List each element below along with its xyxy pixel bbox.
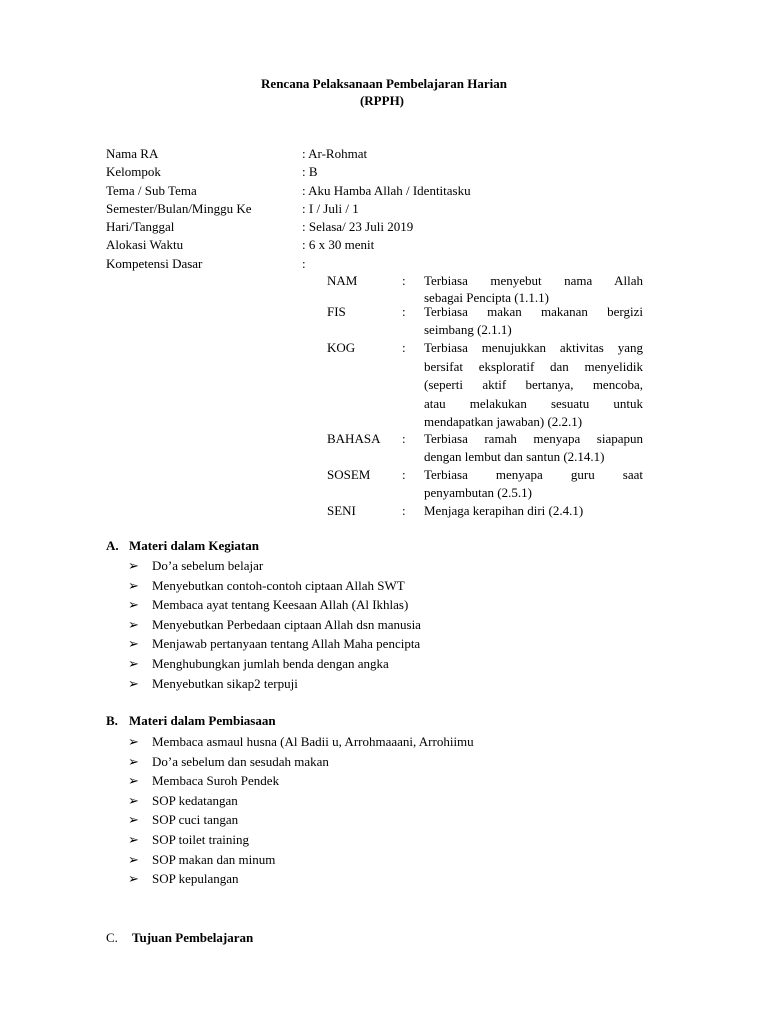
kompetensi-description: [424, 272, 643, 306]
list-item-text: Membaca ayat tentang Keesaan Allah (Al Ikhlas): [152, 597, 409, 613]
identity-row: [106, 200, 666, 218]
identity-value: : Aku Hamba Allah / Identitasku: [302, 182, 471, 198]
identity-value: : I / Juli / 1: [302, 200, 359, 216]
kompetensi-line: Terbiasa ramah menyapa siapapun: [424, 431, 643, 446]
list-item-text: Menyebutkan contoh-contoh ciptaan Allah SWT: [152, 577, 405, 593]
list-item-text: SOP kepulangan: [152, 871, 239, 887]
kompetensi-code: FIS: [327, 304, 346, 319]
list-item: [128, 791, 628, 811]
list-item: [128, 595, 628, 615]
identity-label: Semester/Bulan/Minggu Ke: [106, 200, 252, 216]
identity-label: Kelompok: [106, 164, 161, 180]
arrow-bullet-icon: ➢: [128, 655, 139, 671]
identity-value: :: [302, 255, 306, 271]
document-subtitle: (RPPH): [359, 93, 405, 108]
identity-table: [106, 145, 666, 273]
arrow-bullet-icon: ➢: [128, 734, 139, 749]
list-item-text: Membaca Suroh Pendek: [152, 773, 280, 789]
kompetensi-description: [424, 303, 643, 339]
list-item-text: Do’a sebelum dan sesudah makan: [152, 753, 329, 769]
kompetensi-colon: :: [402, 503, 406, 518]
section-title: Materi dalam Kegiatan: [129, 538, 259, 553]
kompetensi-line: Terbiasa menyebut nama Allah: [424, 273, 643, 288]
arrow-bullet-icon: ➢: [128, 577, 139, 593]
identity-row: [106, 218, 666, 236]
list-item: [128, 732, 628, 752]
section-title: Tujuan Pembelajaran: [132, 930, 254, 945]
arrow-bullet-icon: ➢: [128, 636, 139, 652]
kompetensi-line: atau melakukan sesuatu untuk: [424, 395, 643, 411]
arrow-bullet-icon: ➢: [128, 558, 139, 573]
list-item: [128, 634, 628, 654]
section-letter: C.: [106, 930, 118, 945]
kompetensi-line: Terbiasa makan makanan bergizi: [424, 304, 643, 319]
list-item: [128, 615, 628, 635]
identity-label: Tema / Sub Tema: [106, 182, 197, 198]
identity-row: [106, 145, 666, 163]
arrow-bullet-icon: ➢: [128, 812, 139, 828]
kompetensi-line: penyambutan (2.5.1): [424, 485, 532, 500]
identity-row: [106, 182, 666, 200]
identity-value: : Ar-Rohmat: [302, 146, 368, 161]
list-item: [128, 752, 628, 772]
list-item: [128, 850, 628, 870]
list-item: [128, 810, 628, 830]
kompetensi-line: bersifat eksploratif dan menyelidik: [424, 358, 643, 374]
section-c-heading: [106, 930, 253, 946]
kompetensi-colon: :: [402, 431, 406, 446]
list-item: [128, 771, 628, 791]
kompetensi-line: dengan lembut dan santun (2.14.1): [424, 449, 605, 464]
kompetensi-colon: :: [402, 340, 406, 355]
kompetensi-line: (seperti aktif bertanya, mencoba,: [424, 377, 643, 392]
identity-value: : 6 x 30 menit: [302, 237, 375, 253]
list-item-text: Do’a sebelum belajar: [152, 558, 264, 573]
kompetensi-line: Terbiasa menyapa guru saat: [424, 467, 643, 482]
document-title: Rencana Pelaksanaan Pembelajaran Harian: [261, 76, 507, 91]
list-item-text: SOP cuci tangan: [152, 812, 239, 828]
arrow-bullet-icon: ➢: [128, 871, 139, 887]
kompetensi-code: SOSEM: [327, 467, 371, 482]
section-a-heading: [106, 538, 259, 554]
arrow-bullet-icon: ➢: [128, 792, 139, 808]
identity-label: Nama RA: [106, 146, 159, 161]
arrow-bullet-icon: ➢: [128, 851, 139, 867]
list-item: [128, 674, 628, 694]
kompetensi-colon: :: [402, 467, 406, 482]
arrow-bullet-icon: ➢: [128, 773, 139, 789]
kompetensi-line: seimbang (2.1.1): [424, 322, 512, 337]
kompetensi-description: [424, 339, 643, 432]
arrow-bullet-icon: ➢: [128, 831, 139, 847]
list-item: [128, 576, 628, 596]
list-item-text: Menyebutkan sikap2 terpuji: [152, 675, 298, 691]
section-letter: A.: [106, 538, 119, 553]
list-item: [128, 654, 628, 674]
list-item: [128, 556, 628, 576]
list-item-text: Membaca asmaul husna (Al Badii u, Arrohmaaani, Arrohiimu: [152, 734, 474, 749]
identity-label: Alokasi Waktu: [106, 237, 184, 253]
kompetensi-code: SENI: [327, 503, 356, 518]
kompetensi-code: KOG: [327, 340, 356, 355]
section-title: Materi dalam Pembiasaan: [129, 713, 276, 728]
list-item: [128, 830, 628, 850]
kompetensi-description: [424, 466, 643, 502]
identity-row: [106, 255, 666, 273]
arrow-bullet-icon: ➢: [128, 597, 139, 613]
kompetensi-code: NAM: [327, 273, 358, 288]
identity-value: : B: [302, 164, 318, 180]
arrow-bullet-icon: ➢: [128, 675, 139, 691]
kompetensi-description: [424, 430, 643, 466]
identity-label: Hari/Tanggal: [106, 219, 175, 235]
kompetensi-description: [424, 502, 643, 520]
kompetensi-colon: :: [402, 304, 406, 319]
section-letter: B.: [106, 713, 118, 728]
section-b-heading: [106, 713, 276, 729]
list-item-text: SOP makan dan minum: [152, 851, 276, 867]
section-b-list: [128, 732, 628, 889]
list-item: [128, 869, 628, 889]
arrow-bullet-icon: ➢: [128, 616, 139, 632]
kompetensi-line: sebagai Pencipta (1.1.1): [424, 290, 549, 305]
list-item-text: Menghubungkan jumlah benda dengan angka: [152, 655, 389, 671]
identity-value: : Selasa/ 23 Juli 2019: [302, 219, 414, 235]
kompetensi-line: mendapatkan jawaban) (2.2.1): [424, 414, 583, 429]
kompetensi-colon: :: [402, 273, 406, 288]
arrow-bullet-icon: ➢: [128, 753, 139, 769]
list-item-text: SOP kedatangan: [152, 792, 238, 808]
list-item-text: Menyebutkan Perbedaan ciptaan Allah dsn manusia: [152, 616, 421, 632]
section-a-list: [128, 556, 628, 693]
identity-label: Kompetensi Dasar: [106, 255, 203, 271]
kompetensi-line: Terbiasa menujukkan aktivitas yang: [424, 340, 643, 355]
identity-row: [106, 236, 666, 254]
kompetensi-code: BAHASA: [327, 431, 381, 446]
list-item-text: SOP toilet training: [152, 831, 250, 847]
list-item-text: Menjawab pertanyaan tentang Allah Maha pencipta: [152, 636, 421, 652]
identity-row: [106, 163, 666, 181]
kompetensi-line: Menjaga kerapihan diri (2.4.1): [424, 503, 584, 518]
